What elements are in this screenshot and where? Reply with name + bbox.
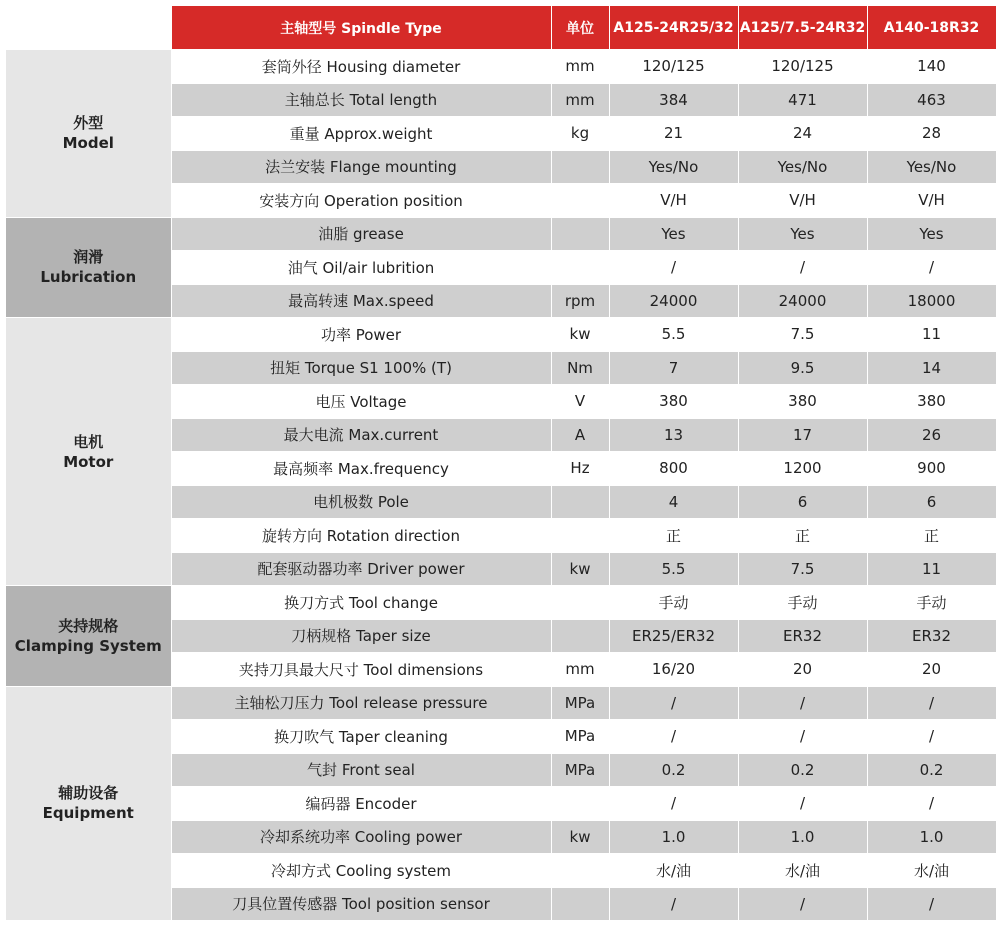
row-label: 电压 Voltage (171, 385, 551, 419)
value-cell: 24000 (609, 284, 738, 318)
row-unit: MPa (551, 753, 609, 787)
value-cell: / (867, 251, 996, 285)
group-name-cn: 辅助设备 (58, 784, 119, 803)
value-cell: Yes/No (867, 150, 996, 184)
row-unit (551, 485, 609, 519)
row-label: 重量 Approx.weight (171, 117, 551, 151)
value-cell: 4 (609, 485, 738, 519)
row-unit: mm (551, 653, 609, 687)
header-spindle-type: 主轴型号 Spindle Type (171, 6, 551, 50)
value-cell: 17 (738, 418, 867, 452)
value-cell: 21 (609, 117, 738, 151)
row-label: 冷却方式 Cooling system (171, 854, 551, 888)
row-label: 安装方向 Operation position (171, 184, 551, 218)
row-unit: A (551, 418, 609, 452)
row-unit (551, 217, 609, 251)
value-cell: Yes (609, 217, 738, 251)
row-unit: kw (551, 552, 609, 586)
table-row (6, 686, 996, 720)
value-cell: / (609, 686, 738, 720)
value-cell: 463 (867, 83, 996, 117)
value-cell: V/H (609, 184, 738, 218)
value-cell: 120/125 (609, 50, 738, 84)
value-cell: 1.0 (738, 820, 867, 854)
group-name-cn: 电机 (73, 432, 104, 451)
row-unit (551, 619, 609, 653)
row-unit (551, 519, 609, 553)
row-label: 编码器 Encoder (171, 787, 551, 821)
value-cell: 1.0 (867, 820, 996, 854)
value-cell: 1200 (738, 452, 867, 486)
value-cell: 0.2 (867, 753, 996, 787)
value-cell: 380 (738, 385, 867, 419)
row-label: 最高转速 Max.speed (171, 284, 551, 318)
row-label: 功率 Power (171, 318, 551, 352)
group-label (6, 686, 171, 921)
row-unit (551, 787, 609, 821)
row-label: 套筒外径 Housing diameter (171, 50, 551, 84)
value-cell: ER32 (738, 619, 867, 653)
value-cell: 手动 (609, 586, 738, 620)
row-label: 最高频率 Max.frequency (171, 452, 551, 486)
value-cell: / (867, 787, 996, 821)
row-label: 油脂 grease (171, 217, 551, 251)
value-cell: 正 (609, 519, 738, 553)
value-cell: 384 (609, 83, 738, 117)
value-cell: 380 (609, 385, 738, 419)
header-model-1: A125-24R25/32 (609, 6, 738, 50)
value-cell: Yes (738, 217, 867, 251)
value-cell: 水/油 (738, 854, 867, 888)
row-unit: MPa (551, 686, 609, 720)
row-unit: Nm (551, 351, 609, 385)
value-cell: 26 (867, 418, 996, 452)
row-label: 主轴松刀压力 Tool release pressure (171, 686, 551, 720)
group-name-en: Motor (63, 452, 114, 471)
table-row (6, 586, 996, 620)
value-cell: 14 (867, 351, 996, 385)
row-label: 夹持刀具最大尺寸 Tool dimensions (171, 653, 551, 687)
value-cell: / (738, 720, 867, 754)
spec-table (6, 6, 997, 921)
value-cell: 5.5 (609, 318, 738, 352)
row-unit: Hz (551, 452, 609, 486)
row-unit (551, 184, 609, 218)
row-label: 换刀吹气 Taper cleaning (171, 720, 551, 754)
value-cell: 5.5 (609, 552, 738, 586)
value-cell: / (609, 787, 738, 821)
row-unit (551, 887, 609, 921)
row-unit (551, 150, 609, 184)
row-label: 旋转方向 Rotation direction (171, 519, 551, 553)
value-cell: 24 (738, 117, 867, 151)
value-cell: 471 (738, 83, 867, 117)
row-unit (551, 854, 609, 888)
group-name-cn: 润滑 (73, 248, 104, 267)
value-cell: 水/油 (867, 854, 996, 888)
value-cell: V/H (867, 184, 996, 218)
row-unit: mm (551, 50, 609, 84)
value-cell: 1.0 (609, 820, 738, 854)
table-row (6, 50, 996, 84)
value-cell: 11 (867, 552, 996, 586)
header-unit: 单位 (551, 6, 609, 50)
group-name-cn: 夹持规格 (58, 616, 119, 635)
value-cell: ER32 (867, 619, 996, 653)
group-label (6, 586, 171, 687)
header-row (6, 6, 996, 50)
group-name-en: Model (62, 134, 114, 153)
value-cell: 7 (609, 351, 738, 385)
spec-body (6, 50, 996, 921)
value-cell: 20 (867, 653, 996, 687)
value-cell: / (867, 686, 996, 720)
row-label: 最大电流 Max.current (171, 418, 551, 452)
value-cell: 手动 (738, 586, 867, 620)
value-cell: / (609, 251, 738, 285)
value-cell: 手动 (867, 586, 996, 620)
value-cell: Yes/No (609, 150, 738, 184)
row-label: 油气 Oil/air lubrition (171, 251, 551, 285)
header-model-3: A140-18R32 (867, 6, 996, 50)
group-name-en: Clamping System (14, 636, 162, 655)
value-cell: 水/油 (609, 854, 738, 888)
table-row (6, 217, 996, 251)
header-corner (6, 6, 171, 50)
value-cell: 6 (738, 485, 867, 519)
value-cell: / (609, 887, 738, 921)
value-cell: Yes/No (738, 150, 867, 184)
value-cell: 7.5 (738, 318, 867, 352)
value-cell: 140 (867, 50, 996, 84)
row-label: 配套驱动器功率 Driver power (171, 552, 551, 586)
group-name-en: Lubrication (40, 268, 137, 287)
value-cell: 28 (867, 117, 996, 151)
value-cell: 380 (867, 385, 996, 419)
row-label: 主轴总长 Total length (171, 83, 551, 117)
row-unit: rpm (551, 284, 609, 318)
row-label: 法兰安装 Flange mounting (171, 150, 551, 184)
value-cell: / (738, 887, 867, 921)
value-cell: 800 (609, 452, 738, 486)
value-cell: 16/20 (609, 653, 738, 687)
group-name-cn: 外型 (73, 114, 104, 133)
row-label: 刀柄规格 Taper size (171, 619, 551, 653)
table-row (6, 318, 996, 352)
value-cell: 18000 (867, 284, 996, 318)
row-label: 电机极数 Pole (171, 485, 551, 519)
value-cell: ER25/ER32 (609, 619, 738, 653)
value-cell: 7.5 (738, 552, 867, 586)
group-label (6, 217, 171, 318)
value-cell: 900 (867, 452, 996, 486)
value-cell: 13 (609, 418, 738, 452)
row-label: 扭矩 Torque S1 100% (T) (171, 351, 551, 385)
group-name-en: Equipment (42, 804, 134, 823)
value-cell: V/H (738, 184, 867, 218)
row-label: 气封 Front seal (171, 753, 551, 787)
header-model-2: A125/7.5-24R32 (738, 6, 867, 50)
group-label (6, 318, 171, 586)
row-unit: kg (551, 117, 609, 151)
value-cell: Yes (867, 217, 996, 251)
value-cell: / (867, 887, 996, 921)
row-unit: kw (551, 820, 609, 854)
row-unit: MPa (551, 720, 609, 754)
value-cell: 11 (867, 318, 996, 352)
value-cell: / (867, 720, 996, 754)
row-unit (551, 251, 609, 285)
value-cell: 6 (867, 485, 996, 519)
value-cell: 9.5 (738, 351, 867, 385)
value-cell: 正 (738, 519, 867, 553)
value-cell: / (738, 251, 867, 285)
value-cell: 正 (867, 519, 996, 553)
row-unit: kw (551, 318, 609, 352)
value-cell: 0.2 (738, 753, 867, 787)
row-unit: mm (551, 83, 609, 117)
row-label: 换刀方式 Tool change (171, 586, 551, 620)
row-unit: V (551, 385, 609, 419)
value-cell: 120/125 (738, 50, 867, 84)
row-label: 刀具位置传感器 Tool position sensor (171, 887, 551, 921)
row-label: 冷却系统功率 Cooling power (171, 820, 551, 854)
row-unit (551, 586, 609, 620)
group-label (6, 50, 171, 218)
value-cell: / (738, 686, 867, 720)
value-cell: / (738, 787, 867, 821)
value-cell: / (609, 720, 738, 754)
value-cell: 20 (738, 653, 867, 687)
value-cell: 24000 (738, 284, 867, 318)
value-cell: 0.2 (609, 753, 738, 787)
